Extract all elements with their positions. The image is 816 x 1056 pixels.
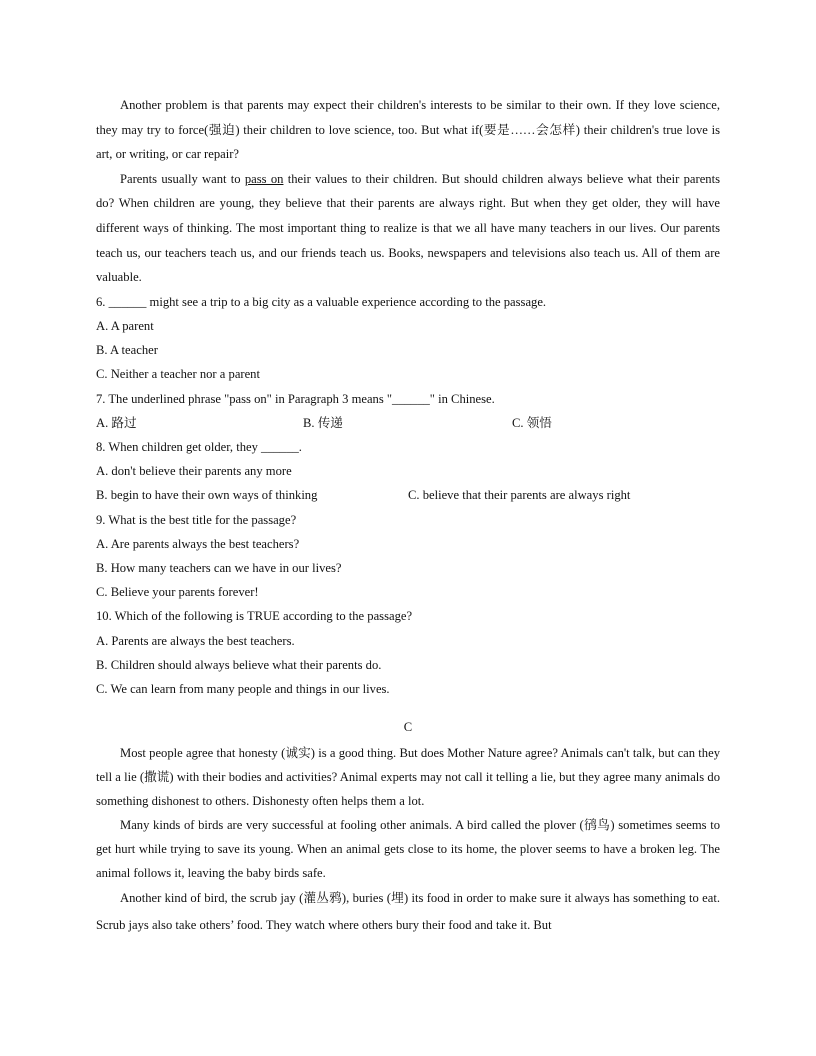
question-8-stem: 8. When children get older, they ______. xyxy=(96,439,302,454)
question-6-option-a: A. A parent xyxy=(96,318,154,333)
question-9-option-c: C. Believe your parents forever! xyxy=(96,585,259,600)
question-10-option-b: B. Children should always believe what their parents do. xyxy=(96,657,382,672)
question-9 xyxy=(96,508,720,605)
question-7 xyxy=(96,387,720,435)
passage-c-paragraph-2: Many kinds of birds are very successful at fooling other animals. A bird called the plover (鸻鸟) sometimes seems to get hurt while trying to save its young. When an animal gets close to its home, the plover seems to have a broken leg. The animal follows it, leaving the baby birds safe. xyxy=(96,818,720,881)
question-7-stem: 7. The underlined phrase "pass on" in Paragraph 3 means "______" in Chinese. xyxy=(96,391,495,406)
question-10 xyxy=(96,604,720,701)
paragraph-3-rest: their values to their children. But should children always believe what their parents do? When children are young, they believe that their parents are always right. But when they get older, they will have different ways of thinking. The most important thing to realize is that we all have many teachers in our lives. Our parents teach us, our teachers teach us, and our friends teach us. Books, newspapers and televisions also teach us. All of them are valuable. xyxy=(96,171,720,285)
passage-b-paragraph-2: Another problem is that parents may expect their children's interests to be similar to their own. If they love science, they may try to force(强迫) their children to love science, too. But what if(要是……会怎样) their children's true love is art, or writing, or car repair? xyxy=(96,98,720,162)
passage-c-heading: C xyxy=(403,720,413,735)
passage-b-paragraph-3 xyxy=(96,167,720,290)
question-8-option-b: B. begin to have their own ways of thinking xyxy=(96,488,318,503)
passage-c-paragraph-3: Another kind of bird, the scrub jay (灌丛鸦), buries (埋) its food in order to make sure it always has something to eat. Scrub jays also take others’ food. They watch where others bury their food and take it. But xyxy=(96,891,720,933)
question-9-option-b: B. How many teachers can we have in our lives? xyxy=(96,560,342,575)
question-10-stem: 10. Which of the following is TRUE according to the passage? xyxy=(96,609,413,624)
question-6-stem: 6. ______ might see a trip to a big city as a valuable experience according to the passage. xyxy=(96,294,547,309)
question-9-option-a: A. Are parents always the best teachers? xyxy=(96,536,300,551)
document-page xyxy=(96,93,720,939)
underlined-phrase-pass-on: pass on xyxy=(244,171,284,186)
question-6 xyxy=(96,290,720,387)
question-8-option-c: C. believe that their parents are always right xyxy=(408,488,631,503)
question-8 xyxy=(96,435,720,508)
question-6-option-b: B. A teacher xyxy=(96,343,158,358)
question-6-option-c: C. Neither a teacher nor a parent xyxy=(96,367,260,382)
passage-c-paragraph-1: Most people agree that honesty (诚实) is a good thing. But does Mother Nature agree? Animals can't talk, but can they tell a lie (撒谎) with their bodies and activities? Animal experts may not call it telling a lie, but they agree many animals do something dishonest to others. Dishonesty often helps them a lot. xyxy=(96,746,720,809)
question-9-stem: 9. What is the best title for the passage? xyxy=(96,512,297,527)
question-8-options-bc xyxy=(96,483,720,507)
question-7-option-c: C. 领悟 xyxy=(512,415,552,430)
question-7-option-b: B. 传递 xyxy=(303,415,343,430)
question-8-option-a: A. don't believe their parents any more xyxy=(96,464,292,479)
question-10-option-c: C. We can learn from many people and things in our lives. xyxy=(96,682,390,696)
question-7-option-a: A. 路过 xyxy=(96,415,137,430)
paragraph-3-start: Parents usually want to xyxy=(120,171,245,186)
question-7-options xyxy=(96,411,720,435)
question-10-option-a: A. Parents are always the best teachers. xyxy=(96,633,295,648)
